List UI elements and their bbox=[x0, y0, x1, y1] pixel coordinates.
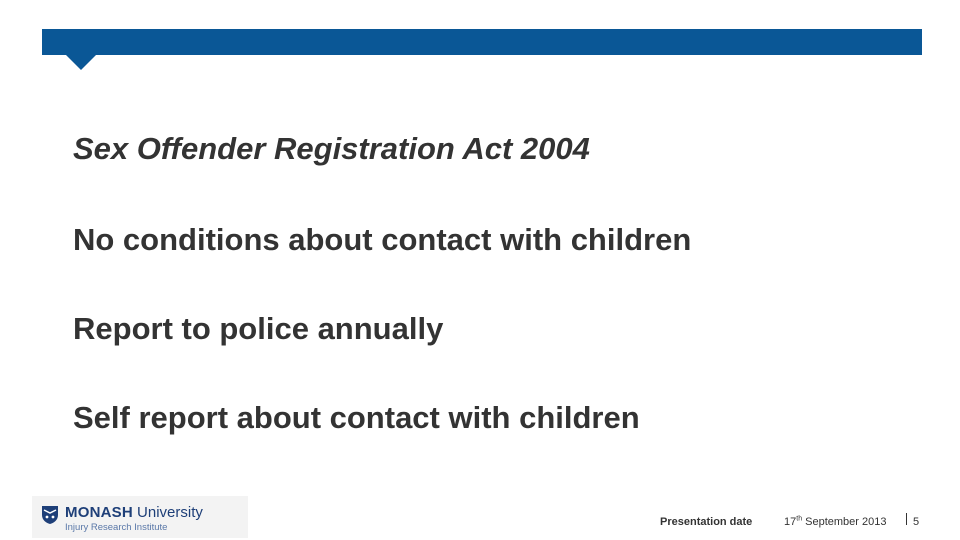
bullet-self-report: Self report about contact with children bbox=[73, 400, 640, 435]
header-band bbox=[42, 29, 922, 55]
header-notch bbox=[66, 55, 96, 70]
presentation-date bbox=[784, 516, 886, 528]
shield-icon bbox=[41, 505, 59, 525]
logo-name-rest: University bbox=[132, 504, 203, 521]
date-rest: September 2013 bbox=[802, 516, 887, 528]
logo-name bbox=[65, 504, 203, 521]
logo-subtitle: Injury Research Institute bbox=[65, 522, 168, 533]
date-day: 17 bbox=[784, 516, 797, 528]
date-suffix: th bbox=[796, 515, 803, 523]
bullet-act-title: Sex Offender Registration Act 2004 bbox=[73, 131, 590, 166]
page-number: 5 bbox=[913, 516, 920, 528]
bullet-report-police: Report to police annually bbox=[73, 311, 444, 346]
bullet-no-conditions: No conditions about contact with children bbox=[73, 222, 692, 257]
presentation-date-label: Presentation date bbox=[660, 516, 753, 528]
monash-logo bbox=[32, 496, 248, 538]
footer-divider bbox=[906, 513, 907, 525]
logo-name-bold: MONASH bbox=[65, 504, 133, 521]
